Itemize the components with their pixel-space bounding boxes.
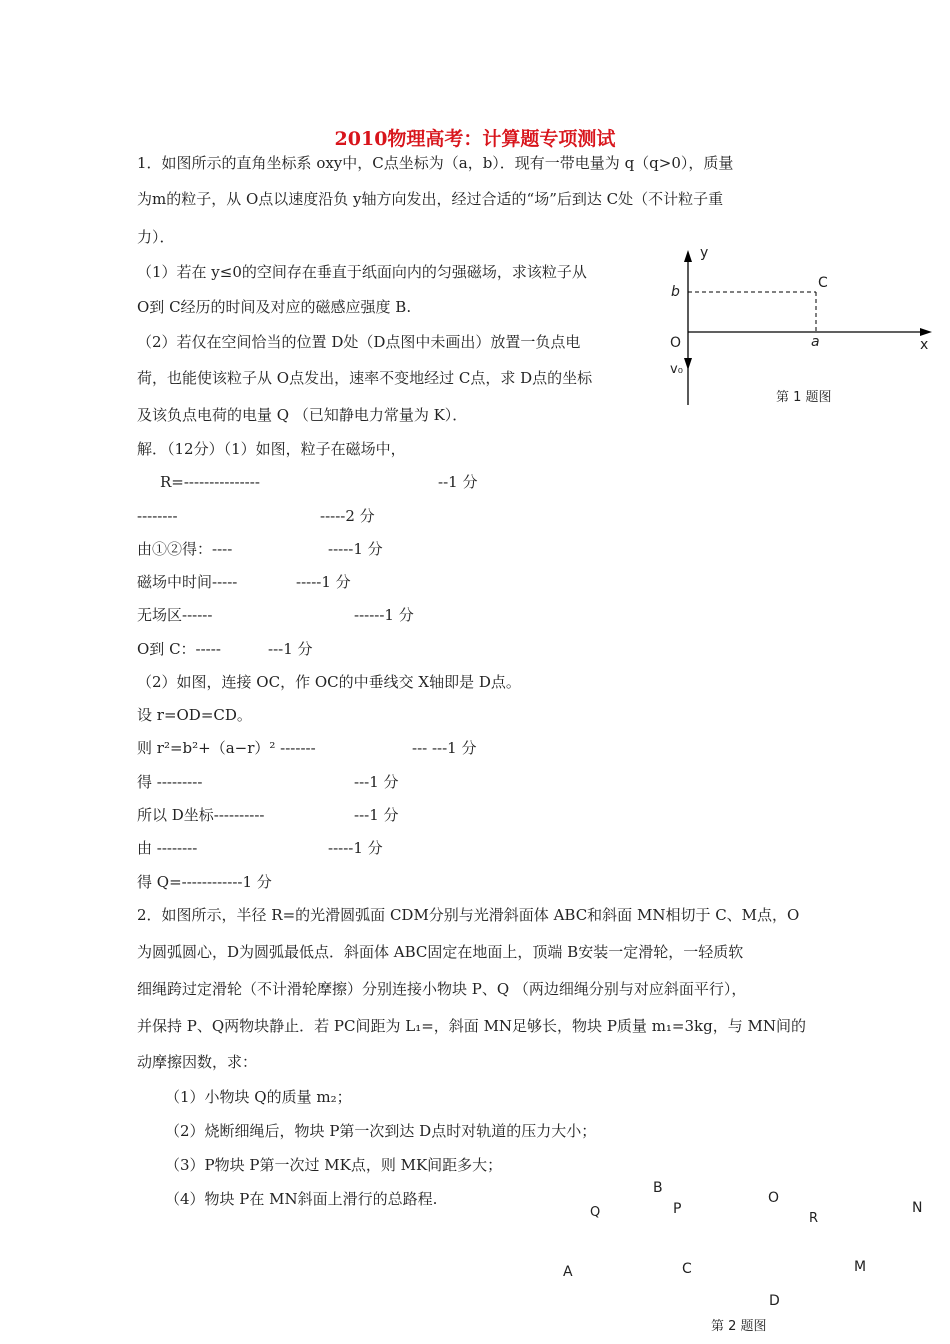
fig2-label-c: C xyxy=(682,1261,692,1277)
sol-line-9: 设 r=OD=CD。 xyxy=(137,706,252,724)
fig1-caption: 第 1 题图 xyxy=(776,390,832,405)
sol-line-4a: 由①②得：---- xyxy=(137,540,233,558)
sol-line-7b: ---1 分 xyxy=(268,640,313,658)
q1-part2-b: 荷，也能使该粒子从 O点发出，速率不变地经过 C点，求 D点的坐标 xyxy=(137,369,593,387)
sol-line-8: （2）如图，连接 OC，作 OC的中垂线交 X轴即是 D点。 xyxy=(137,673,521,691)
q1-line-3: 力）． xyxy=(137,228,175,246)
q1-part2-c: 及该负点电荷的电量 Q （已知静电力常量为 K）． xyxy=(137,406,468,424)
q2-item-4: （4）物块 P在 MN斜面上滑行的总路程. xyxy=(165,1190,438,1208)
fig2-caption: 第 2 题图 xyxy=(711,1319,767,1334)
sol-line-5b: -----1 分 xyxy=(296,573,351,591)
sol-line-12a: 所以 D坐标---------- xyxy=(137,806,265,824)
q2-item-2: （2）烧断细绳后，物块 P第一次到达 D点时对轨道的压力大小； xyxy=(165,1122,597,1140)
fig1-label-y: y xyxy=(700,245,709,261)
y-axis-arrow xyxy=(684,250,692,262)
fig2-label-m: M xyxy=(854,1259,867,1275)
sol-line-6a: 无场区------ xyxy=(137,606,213,624)
sol-line-7a: O到 C：----- xyxy=(137,640,221,658)
sol-line-6b: ------1 分 xyxy=(354,606,414,624)
fig2-label-q: Q xyxy=(590,1205,601,1220)
fig2-label-p: P xyxy=(673,1201,682,1217)
sol-line-10b: --- ---1 分 xyxy=(412,739,477,757)
fig1-label-x: x xyxy=(920,337,929,353)
q1-part1-a: （1）若在 y≤0的空间存在垂直于纸面向内的匀强磁场，求该粒子从 xyxy=(137,263,587,281)
sol-line-2b: --1 分 xyxy=(438,473,478,491)
sol-line-1: 解．（12分）（1）如图，粒子在磁场中， xyxy=(137,440,406,458)
q1-line-1: 1．如图所示的直角坐标系 oxy中，C点坐标为（a，b）．现有一带电量为 q（q>0），质量 xyxy=(137,154,734,172)
fig1-label-a: a xyxy=(811,334,820,350)
sol-line-14: 得 Q=------------1 分 xyxy=(137,873,272,891)
q2-line-2: 为圆弧圆心，D为圆弧最低点．斜面体 ABC固定在地面上，顶端 B安装一定滑轮，一轻质软 xyxy=(137,943,744,961)
fig1-label-v0: v₀ xyxy=(670,362,683,377)
q1-part2-a: （2）若仅在空间恰当的位置 D处（D点图中未画出）放置一负点电 xyxy=(137,333,581,351)
x-axis-arrow xyxy=(920,328,932,336)
q2-line-3: 细绳跨过定滑轮（不计滑轮摩擦）分别连接小物块 P、Q （两边细绳分别与对应斜面平行）， xyxy=(137,980,747,998)
page-title: 2010物理高考：计算题专项测试 xyxy=(334,128,616,150)
sol-line-3a: -------- xyxy=(137,507,178,525)
sol-line-11b: ---1 分 xyxy=(354,773,399,791)
fig2-label-n: N xyxy=(912,1200,923,1216)
q2-line-5: 动摩擦因数，求： xyxy=(137,1053,258,1071)
fig2-label-o: O xyxy=(768,1190,780,1206)
fig1-label-c: C xyxy=(818,275,828,291)
fig1-label-o: O xyxy=(670,335,682,351)
v0-arrow xyxy=(684,358,692,370)
q1-line-2: 为m的粒子，从 O点以速度沿负 y轴方向发出，经过合适的“场”后到达 C处（不计粒子重 xyxy=(137,190,724,208)
fig2-label-d: D xyxy=(769,1293,780,1309)
fig1-label-b: b xyxy=(671,284,680,300)
sol-line-5a: 磁场中时间----- xyxy=(137,573,238,591)
fig2-label-b: B xyxy=(653,1180,663,1196)
q2-item-1: （1）小物块 Q的质量 m₂； xyxy=(165,1088,352,1106)
sol-line-3b: -----2 分 xyxy=(320,507,375,525)
sol-line-10a: 则 r²=b²+（a−r）² ------- xyxy=(137,739,316,757)
sol-line-4b: -----1 分 xyxy=(328,540,383,558)
q2-line-4: 并保持 P、Q两物块静止．若 PC间距为 L₁=，斜面 MN足够长，物块 P质量 m₁=3kg，与 MN间的 xyxy=(137,1017,806,1035)
sol-line-11a: 得 --------- xyxy=(137,773,203,791)
fig2-label-r: R xyxy=(809,1211,819,1226)
sol-line-12b: ---1 分 xyxy=(354,806,399,824)
q2-line-1: 2．如图所示，半径 R=的光滑圆弧面 CDM分别与光滑斜面体 ABC和斜面 MN相切于 C、M点，O xyxy=(137,906,800,924)
fig2-label-a: A xyxy=(563,1264,573,1280)
q1-part1-b: O到 C经历的时间及对应的磁感应强度 B. xyxy=(137,298,412,316)
sol-line-2a: R=--------------- xyxy=(160,473,260,491)
q2-item-3: （3）P物块 P第一次过 MK点，则 MK间距多大； xyxy=(165,1156,503,1174)
sol-line-13b: -----1 分 xyxy=(328,839,383,857)
sol-line-13a: 由 -------- xyxy=(137,839,198,857)
